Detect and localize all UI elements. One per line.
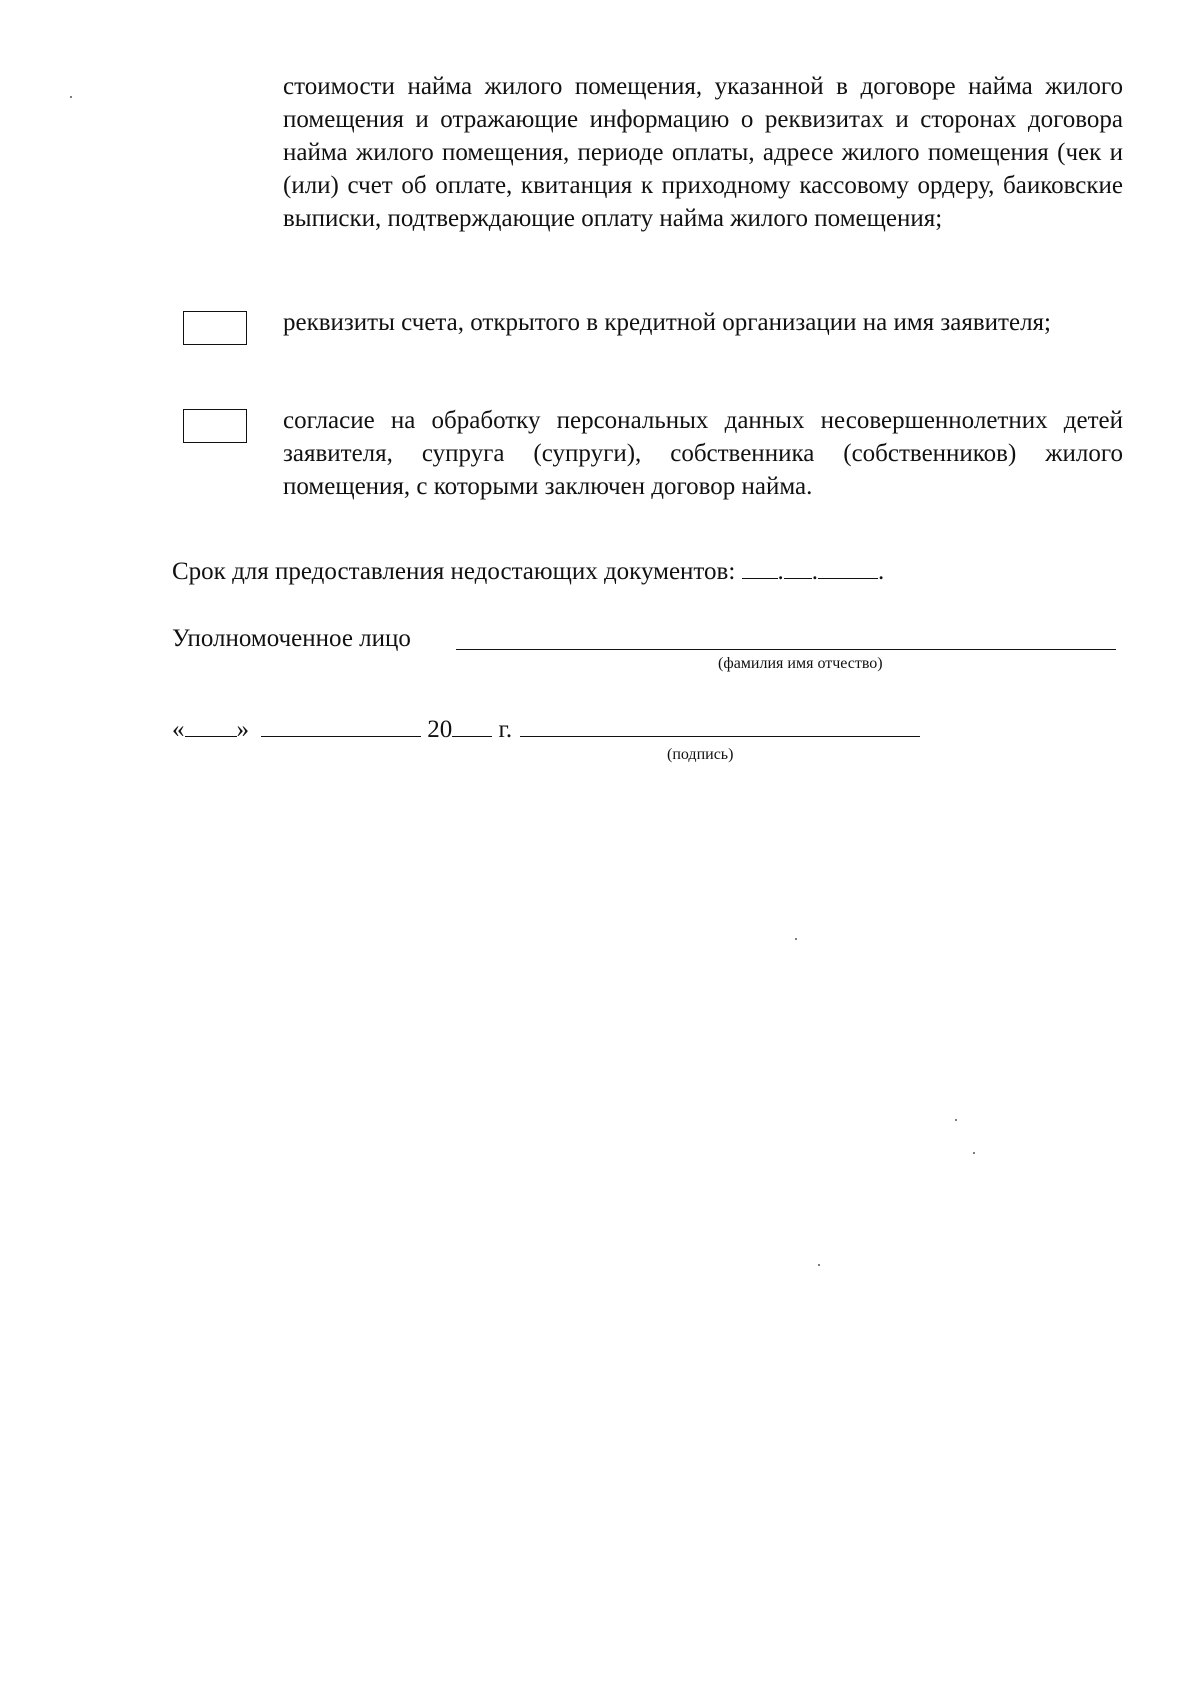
paragraph-consent: согласие на обработку персональных данных несовершеннолетних детей заявителя, супруга (супруги), собственника (собственников) жилого помещения, с которыми заключен договор найма. [283,407,1123,500]
paragraph-rent-payment-docs: стоимости найма жилого помещения, указанной в договоре найма жилого помещения и отражающие информацию о реквизитах и сторонах договора найма жилого помещения, периоде оплаты, адресе жилого помещения (чек и (или) счет об оплате, квитанция к приходному кассовому ордеру, баиковские выписки, подтверждающие оплату найма жилого помещения; [283,73,1123,232]
checkbox-account-details[interactable] [183,311,247,345]
deadline-separator-2: . [811,558,819,585]
close-quote: » [236,716,249,743]
signature-field[interactable] [520,714,920,737]
deadline-label: Срок для предоставления недостающих документов: [172,558,736,585]
scan-speck [818,1264,820,1266]
deadline-line [172,555,884,588]
authorized-person-label: Уполномоченное лицо [172,625,411,652]
authorized-person-name-field[interactable] [456,649,1116,650]
scan-speck [70,96,72,98]
checkbox-consent[interactable] [183,409,247,443]
date-year-field[interactable] [452,714,492,737]
deadline-month-field[interactable] [784,556,812,579]
year-suffix: г. [498,716,513,743]
deadline-end: . [878,558,885,585]
paragraph-account-details: реквизиты счета, открытого в кредитной организации на имя заявителя; [283,309,1051,336]
year-prefix: 20 [427,716,453,743]
date-month-field[interactable] [261,714,421,737]
deadline-separator-1: . [777,558,784,585]
scan-speck [955,1119,957,1121]
signature-caption: (подпись) [667,746,734,763]
open-quote: « [172,716,185,743]
scan-speck [973,1152,975,1154]
authorized-person-caption: (фамилия имя отчество) [718,655,883,672]
deadline-year-field[interactable] [818,556,878,579]
date-day-field[interactable] [185,714,237,737]
date-signature-line [172,713,920,746]
scan-speck [795,938,797,940]
deadline-day-field[interactable] [742,556,778,579]
